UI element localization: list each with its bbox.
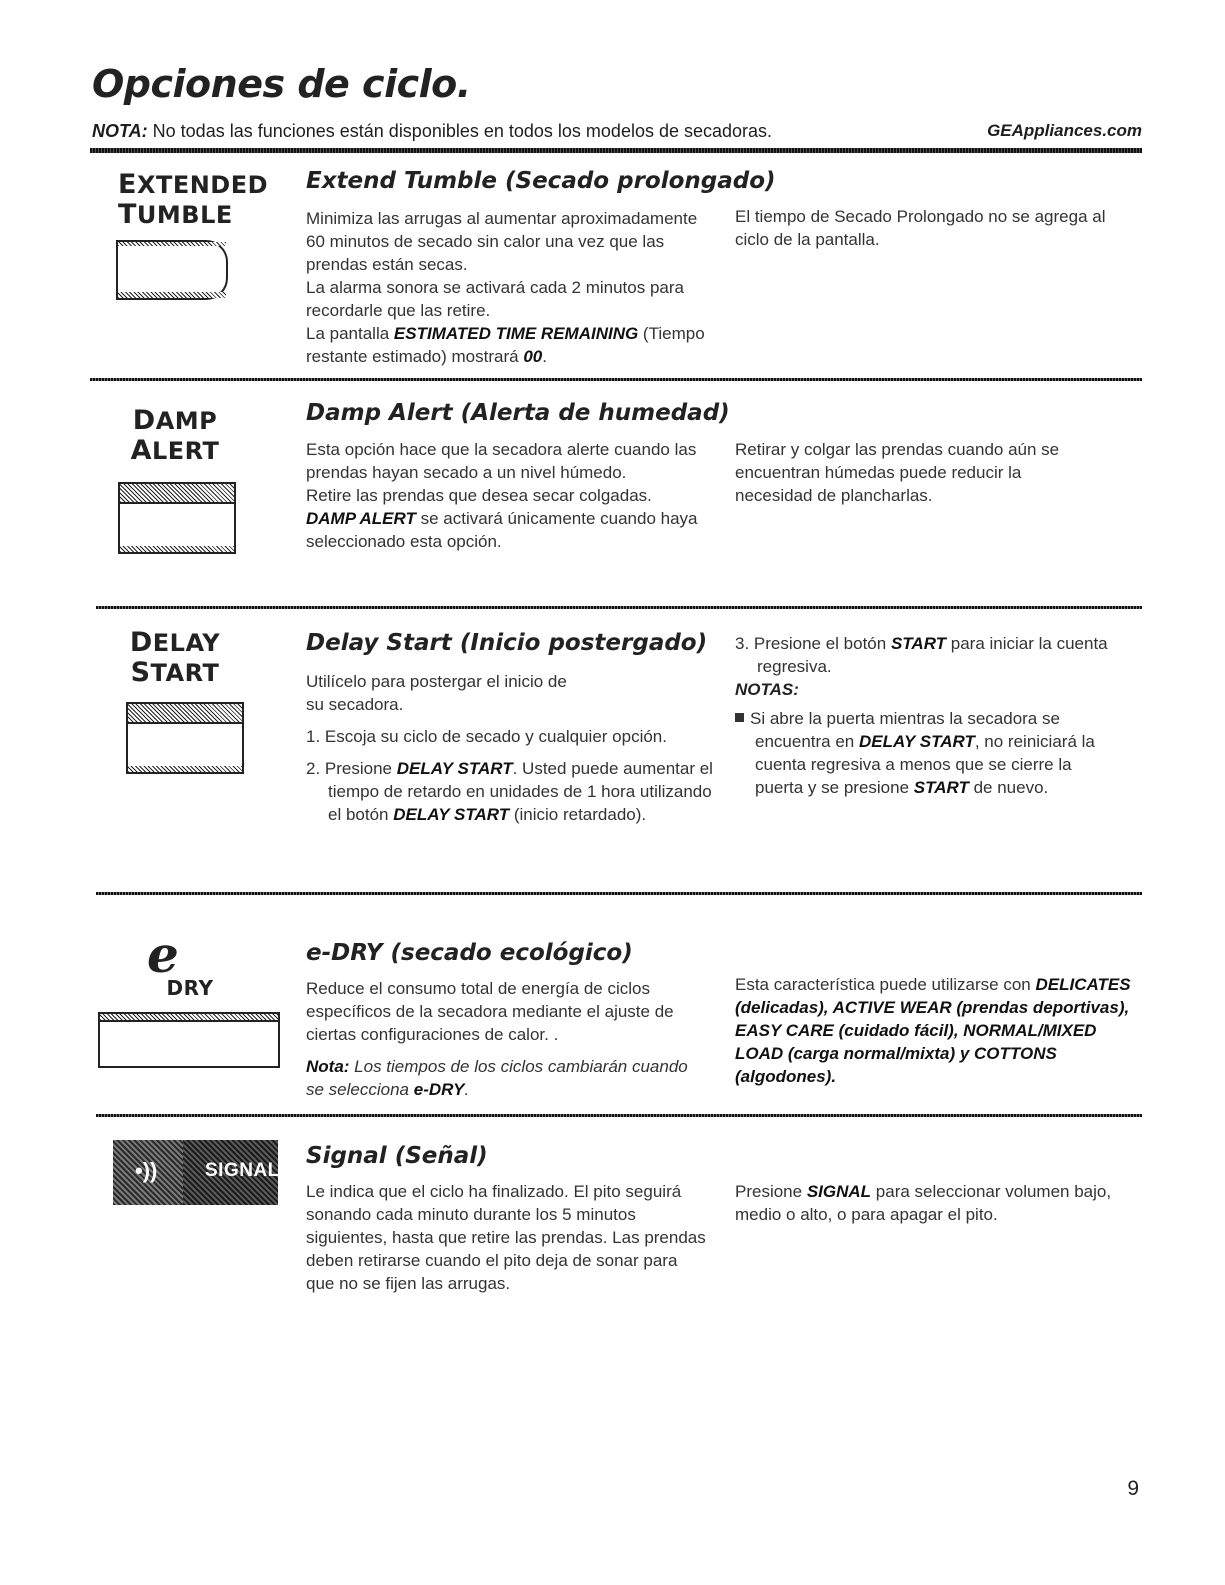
button-shading — [128, 704, 242, 724]
signal-right-text: Presione SIGNAL para seleccionar volumen bajo, medio o alto, o para apagar el pito. — [735, 1182, 1112, 1224]
note-label: NOTA: — [92, 121, 148, 141]
delay-start-title: Delay Start (Inicio postergado) — [306, 630, 708, 656]
damp-alert-button[interactable] — [118, 482, 236, 554]
edry-e-icon: e — [147, 925, 179, 984]
note-line — [92, 121, 772, 142]
damp-alert-label: DAMP ALERT — [130, 405, 220, 466]
section-divider — [90, 378, 1142, 381]
button-shading — [120, 546, 234, 552]
page-number: 9 — [1127, 1477, 1139, 1500]
subheader — [92, 121, 1142, 142]
extended-tumble-left-text: Minimiza las arrugas al aumentar aproximadamente 60 minutos de secado sin calor una vez que las prendas están secas. La alarma sonora se activará cada 2 minutos para recordarle que las retire. La pantalla ESTIMATED TIME REMAINING (Tiempo restante estimado) mostrará 00. — [306, 209, 705, 366]
button-shading — [118, 292, 226, 298]
extended-tumble-right-text: El tiempo de Secado Prolongado no se agrega al ciclo de la pantalla. — [735, 207, 1106, 249]
button-shading — [118, 242, 226, 246]
button-shading — [120, 484, 234, 504]
damp-alert-title: Damp Alert (Alerta de humedad) — [306, 400, 730, 426]
extended-tumble-label: EXTENDED TUMBLE — [118, 169, 269, 230]
speaker-sound-icon: •)) — [135, 1158, 158, 1183]
page-title: Opciones de ciclo. — [92, 62, 471, 106]
signal-title: Signal (Señal) — [306, 1143, 488, 1169]
delay-start-right-text: 3. Presione el botón START para iniciar la cuenta regresiva. NOTAS: Si abre la puerta mientras la secadora se encuentra en DELAY START, no reiniciará la cuenta regresiva a menos que se cierre la puerta y se presione START de nuevo. — [735, 632, 1115, 799]
edry-right-text: Esta característica puede utilizarse con DELICATES (delicadas), ACTIVE WEAR (prendas deportivas), EASY CARE (cuidado fácil), NORMAL/MIXED LOAD (carga normal/mixta) y COTTONS (algodones). — [735, 975, 1131, 1086]
signal-left-text: Le indica que el ciclo ha finalizado. El pito seguirá sonando cada minuto durante los 5 minutos siguientes, hasta que retire las prendas. Las prendas deben retirarse cuando el pito deja de sonar para que no se fijen las arrugas. — [306, 1182, 706, 1293]
note-text: No todas las funciones están disponibles en todos los modelos de secadoras. — [147, 121, 773, 141]
extended-tumble-title: Extend Tumble (Secado prolongado) — [306, 168, 776, 194]
edry-left-text: Reduce el consumo total de energía de ciclos específicos de la secadora mediante el ajuste de ciertas configuraciones de calor. . Nota: Los tiempos de los ciclos cambiarán cuando se selecciona e-DRY. — [306, 979, 688, 1099]
delay-start-label: DELAY START — [129, 627, 221, 688]
notes-label: NOTAS: — [735, 680, 799, 699]
signal-button-label: SIGNAL — [205, 1160, 280, 1181]
damp-alert-right-text: Retirar y colgar las prendas cuando aún se encuentran húmedas puede reducir la necesidad de plancharlas. — [735, 440, 1060, 505]
website-link[interactable]: GEAppliances.com — [987, 121, 1142, 140]
section-divider — [96, 606, 1142, 609]
section-divider — [96, 1114, 1142, 1117]
delay-start-button[interactable] — [126, 702, 244, 774]
damp-alert-left-text: Esta opción hace que la secadora alerte cuando las prendas hayan secado a un nivel húmedo. Retire las prendas que desea secar colgadas. DAMP ALERT se activará únicamente cuando haya seleccionado esta opción. — [306, 440, 698, 551]
edry-button[interactable] — [98, 1012, 280, 1068]
extended-tumble-button[interactable] — [116, 240, 228, 300]
button-shading — [100, 1014, 278, 1022]
section-divider — [96, 892, 1142, 895]
button-shading — [128, 766, 242, 772]
edry-label: DRY — [166, 976, 214, 1000]
edry-title: e-DRY (secado ecológico) — [306, 940, 633, 966]
signal-button[interactable] — [113, 1140, 278, 1205]
header-divider — [90, 148, 1142, 153]
bullet-square-icon — [735, 713, 744, 722]
delay-start-left-text: Utilícelo para postergar el inicio de su secadora. 1. Escoja su ciclo de secado y cualquier opción. 2. Presione DELAY START. Usted puede aumentar el tiempo de retardo en unidades de 1 hora utilizando el botón DELAY START (inicio retardado). — [306, 672, 713, 824]
